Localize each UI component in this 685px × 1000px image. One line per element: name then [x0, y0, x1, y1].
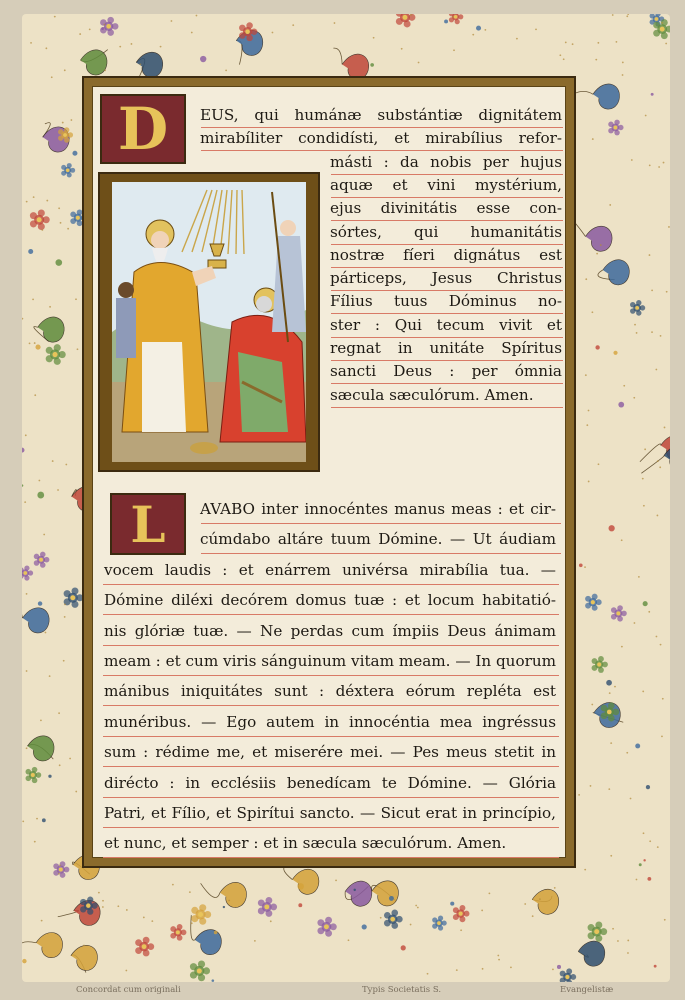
ruling-line: [331, 244, 563, 245]
prayer-two-line: munéribus. — Ego autem in innocéntia mea ingréssus: [104, 712, 556, 731]
prayer-two-line: vocem laudis : et enárrem univérsa mirabília tua. —: [104, 560, 556, 579]
prayer-one-line: sæcula sæculórum. Amen.: [330, 385, 534, 404]
prayer-two-line: Dómine diléxi decórem domus tuæ : et locum habitatió-: [104, 591, 556, 610]
ruling-line: [103, 797, 559, 798]
prayer-one-line: sancti Deus : per ómnia: [330, 362, 562, 381]
prayer-one-line: sórtes, qui humanitátis: [330, 222, 562, 241]
ruling-line: [331, 174, 563, 175]
footer-middle: Typis Societatis S.: [362, 985, 442, 995]
prayer-one-line: regnat in unitáte Spíritus: [330, 339, 562, 357]
initial-l: [110, 493, 186, 555]
prayer-two-line: dirécto : in ecclésiis benedícam te Dómine. — Glória: [104, 773, 556, 792]
ruling-line: [103, 857, 559, 858]
ruling-line: [331, 360, 563, 361]
prayer-two-line: nis glóriæ tuæ. — Ne perdas cum ímpiis Deus ánimam: [104, 621, 556, 640]
prayer-two-line: meam : et cum viris sánguinum vitam meam. — In quorum: [104, 652, 557, 670]
ruling-line: [103, 827, 559, 828]
ruling-line: [331, 290, 563, 291]
ruling-line: [103, 584, 559, 585]
footer-left: Concordat cum originali: [76, 985, 181, 995]
prayer-one-line: nostræ fíeri dignátus est: [330, 245, 562, 264]
ruling-line: [201, 523, 561, 524]
footer-right: Evangelistæ: [560, 985, 614, 995]
prayer-one-line: ejus divinitátis esse con-: [330, 199, 562, 218]
bishop-and-knight-scene: [112, 182, 306, 462]
initial-l-letter: L: [130, 494, 166, 554]
initial-d-letter: D: [117, 95, 169, 163]
prayer-one-line: aquæ et vini mystérium,: [330, 175, 562, 194]
ruling-line: [103, 766, 559, 767]
ruling-line: [331, 220, 563, 221]
prayer-one-line: EUS, qui humánæ substántiæ dignitátem: [200, 106, 562, 124]
page-footer: [0, 985, 685, 1000]
ruling-line: [331, 407, 563, 408]
prayer-two-line: et nunc, et semper : et in sæcula sæculórum. Amen.: [104, 834, 507, 853]
ruling-line: [331, 313, 563, 314]
ruling-line: [103, 645, 559, 646]
ruling-line: [201, 150, 563, 151]
ruling-line: [331, 267, 563, 268]
prayer-two-line: cúmdabo altáre tuum Dómine. — Ut áudiam: [200, 530, 556, 549]
saint-illustration: [98, 172, 320, 472]
prayer-two-line: AVABO inter innocéntes manus meas : et cir-: [200, 500, 556, 518]
ruling-line: [201, 127, 563, 128]
ruling-line: [103, 705, 559, 706]
prayer-two-line: Patri, et Fílio, et Spirítui sancto. — Sicut erat in princípio,: [104, 804, 556, 822]
ruling-line: [103, 736, 559, 737]
prayer-one-line: Fílius tuus Dóminus no-: [330, 292, 562, 311]
ruling-line: [103, 614, 559, 615]
prayer-one-line: mirabíliter condidísti, et mirabílius refor-: [200, 129, 562, 148]
prayer-one-line: ster : Qui tecum vivit et: [330, 315, 562, 334]
ruling-line: [103, 675, 559, 676]
prayer-two-line: mánibus iniquitátes sunt : déxtera eórum repléta est: [104, 682, 556, 701]
prayer-one-line: másti : da nobis per hujus: [330, 152, 562, 171]
ruling-line: [331, 383, 563, 384]
ruling-line: [331, 337, 563, 338]
prayer-one-line: párticeps, Jesus Christus: [330, 269, 562, 288]
prayer-two-line: sum : rédime me, et miserére mei. — Pes meus stetit in: [104, 743, 556, 762]
ruling-line: [331, 197, 563, 198]
initial-d: [100, 94, 186, 164]
ruling-line: [201, 553, 561, 554]
